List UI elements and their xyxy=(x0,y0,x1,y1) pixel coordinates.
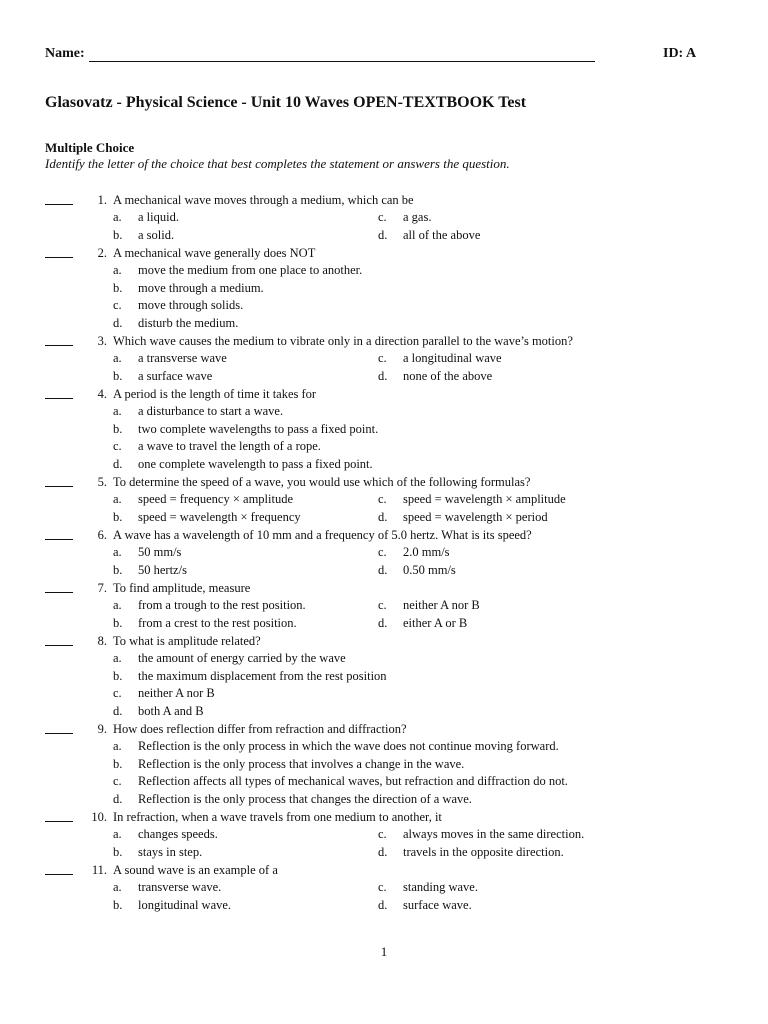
answer-option xyxy=(113,668,387,686)
question-text: To find amplitude, measure xyxy=(113,581,251,595)
question-item xyxy=(45,473,725,526)
option-letter: c. xyxy=(113,439,122,453)
option-letter: d. xyxy=(378,227,388,242)
answer-blank xyxy=(45,733,73,734)
option-row xyxy=(45,756,725,774)
option-letter: c. xyxy=(378,880,387,894)
option-letter: a. xyxy=(113,827,122,841)
question-line xyxy=(45,526,725,544)
option-text: a transverse wave xyxy=(138,351,227,365)
option-letter: b. xyxy=(113,280,123,295)
option-text: Reflection is the only process that changes the direction of a wave. xyxy=(138,791,472,806)
answer-blank xyxy=(45,257,73,258)
answer-blank xyxy=(45,539,73,540)
section-instructions: Identify the letter of the choice that best completes the statement or answers the question. xyxy=(45,156,510,171)
question-item xyxy=(45,191,725,244)
option-letter: a. xyxy=(113,739,122,753)
question-text: A mechanical wave moves through a medium, which can be xyxy=(113,193,414,207)
name-blank-line xyxy=(89,61,595,62)
option-letter: c. xyxy=(113,774,122,788)
question-list xyxy=(45,191,725,914)
question-text: A mechanical wave generally does NOT xyxy=(113,246,316,260)
option-row xyxy=(45,491,725,509)
option-letter: b. xyxy=(113,227,123,242)
option-letter: b. xyxy=(113,509,123,524)
answer-option xyxy=(378,509,548,527)
section-title: Multiple Choice xyxy=(45,140,135,155)
answer-option xyxy=(113,826,218,844)
question-text: How does reflection differ from refraction and diffraction? xyxy=(113,722,407,736)
question-line xyxy=(45,332,725,350)
answer-option xyxy=(113,456,373,474)
option-letter: a. xyxy=(113,263,122,277)
option-row xyxy=(45,315,725,333)
answer-option xyxy=(113,209,179,227)
question-line xyxy=(45,808,725,826)
option-letter: c. xyxy=(378,598,387,612)
question-number: 5. xyxy=(97,475,107,489)
answer-blank xyxy=(45,204,73,205)
page-title: Glasovatz - Physical Science - Unit 10 Waves OPEN-TEXTBOOK Test xyxy=(45,94,527,111)
answer-blank xyxy=(45,874,73,875)
question-item xyxy=(45,244,725,332)
option-letter: c. xyxy=(378,351,387,365)
option-letter: d. xyxy=(113,315,123,330)
option-text: 50 hertz/s xyxy=(138,562,187,577)
answer-option xyxy=(113,227,174,245)
question-item xyxy=(45,720,725,808)
option-letter: b. xyxy=(113,668,123,683)
header-row xyxy=(45,46,705,66)
option-letter: a. xyxy=(113,492,122,506)
option-letter: d. xyxy=(378,562,388,577)
question-text: In refraction, when a wave travels from one medium to another, it xyxy=(113,810,442,824)
question-line xyxy=(45,191,725,209)
option-text: transverse wave. xyxy=(138,880,222,894)
answer-option xyxy=(378,227,480,245)
option-text: 2.0 mm/s xyxy=(403,545,450,559)
option-row xyxy=(45,350,725,368)
answer-option xyxy=(113,738,559,756)
option-text: Reflection affects all types of mechanical waves, but refraction and diffraction do not. xyxy=(138,774,568,788)
option-letter: d. xyxy=(378,615,388,630)
option-letter: d. xyxy=(113,703,123,718)
answer-option xyxy=(113,421,378,439)
name-label: Name: xyxy=(45,46,85,61)
question-text: To determine the speed of a wave, you would use which of the following formulas? xyxy=(113,475,531,489)
question-line xyxy=(45,244,725,262)
answer-option xyxy=(378,368,492,386)
page-number: 1 xyxy=(380,944,388,959)
option-row xyxy=(45,562,725,580)
option-letter: c. xyxy=(378,210,387,224)
option-letter: d. xyxy=(378,368,388,383)
question-number: 1. xyxy=(97,193,107,207)
option-text: none of the above xyxy=(403,368,493,383)
question-item xyxy=(45,579,725,632)
answer-blank xyxy=(45,821,73,822)
answer-blank xyxy=(45,486,73,487)
answer-option xyxy=(113,262,362,280)
option-letter: c. xyxy=(378,827,387,841)
option-row xyxy=(45,897,725,915)
option-row xyxy=(45,703,725,721)
option-row xyxy=(45,227,725,245)
option-letter: a. xyxy=(113,880,122,894)
option-letter: d. xyxy=(113,456,123,471)
option-letter: a. xyxy=(113,598,122,612)
option-row xyxy=(45,773,725,791)
option-letter: a. xyxy=(113,210,122,224)
answer-option xyxy=(378,879,478,897)
answer-option xyxy=(378,350,502,368)
option-text: a surface wave xyxy=(138,368,213,383)
option-text: both A and B xyxy=(138,703,204,718)
answer-blank xyxy=(45,345,73,346)
answer-option xyxy=(113,509,301,527)
option-text: move through a medium. xyxy=(138,280,264,295)
option-row xyxy=(45,438,725,456)
question-item xyxy=(45,526,725,579)
option-text: 50 mm/s xyxy=(138,545,182,559)
option-letter: c. xyxy=(113,686,122,700)
answer-option xyxy=(378,562,456,580)
option-row xyxy=(45,403,725,421)
question-line xyxy=(45,720,725,738)
option-row xyxy=(45,738,725,756)
question-item xyxy=(45,385,725,473)
option-row xyxy=(45,421,725,439)
question-text: Which wave causes the medium to vibrate only in a direction parallel to the wave’s motion? xyxy=(113,334,573,348)
option-text: a longitudinal wave xyxy=(403,351,502,365)
question-number: 10. xyxy=(91,810,107,824)
option-letter: b. xyxy=(113,421,123,436)
option-letter: b. xyxy=(113,368,123,383)
answer-option xyxy=(113,703,204,721)
question-item xyxy=(45,808,725,861)
option-text: a disturbance to start a wave. xyxy=(138,404,284,418)
option-row xyxy=(45,509,725,527)
question-text: To what is amplitude related? xyxy=(113,634,261,648)
option-letter: a. xyxy=(113,404,122,418)
option-row xyxy=(45,456,725,474)
option-row xyxy=(45,844,725,862)
option-row xyxy=(45,791,725,809)
question-text: A period is the length of time it takes for xyxy=(113,387,317,401)
answer-option xyxy=(113,756,464,774)
option-row xyxy=(45,615,725,633)
option-text: standing wave. xyxy=(403,880,478,894)
option-text: speed = frequency × amplitude xyxy=(138,492,294,506)
option-text: longitudinal wave. xyxy=(138,897,232,912)
option-row xyxy=(45,280,725,298)
answer-option xyxy=(378,209,431,227)
option-row xyxy=(45,668,725,686)
option-text: a gas. xyxy=(403,210,432,224)
option-letter: b. xyxy=(113,562,123,577)
option-text: from a trough to the rest position. xyxy=(138,598,306,612)
option-text: Reflection is the only process that involves a change in the wave. xyxy=(138,756,465,771)
question-text: A wave has a wavelength of 10 mm and a frequency of 5.0 hertz. What is its speed? xyxy=(113,528,532,542)
answer-blank xyxy=(45,398,73,399)
question-number: 4. xyxy=(97,387,107,401)
option-text: neither A nor B xyxy=(138,686,215,700)
answer-option xyxy=(378,615,467,633)
option-text: always moves in the same direction. xyxy=(403,827,585,841)
question-number: 7. xyxy=(97,581,107,595)
option-row xyxy=(45,826,725,844)
option-text: the maximum displacement from the rest position xyxy=(138,668,387,683)
option-row xyxy=(45,650,725,668)
question-line xyxy=(45,473,725,491)
question-item xyxy=(45,332,725,385)
option-letter: d. xyxy=(378,844,388,859)
option-text: all of the above xyxy=(403,227,481,242)
answer-option xyxy=(378,897,472,915)
option-text: two complete wavelengths to pass a fixed point. xyxy=(138,421,379,436)
answer-option xyxy=(113,491,293,509)
answer-option xyxy=(378,491,566,509)
question-item xyxy=(45,861,725,914)
option-text: a liquid. xyxy=(138,210,179,224)
answer-blank xyxy=(45,645,73,646)
option-text: disturb the medium. xyxy=(138,315,239,330)
answer-option xyxy=(113,615,297,633)
answer-option xyxy=(113,368,212,386)
option-text: changes speeds. xyxy=(138,827,218,841)
option-row xyxy=(45,685,725,703)
answer-option xyxy=(113,315,238,333)
answer-option xyxy=(113,403,283,421)
option-row xyxy=(45,209,725,227)
option-letter: a. xyxy=(113,545,122,559)
option-letter: d. xyxy=(378,509,388,524)
option-text: surface wave. xyxy=(403,897,472,912)
question-line xyxy=(45,579,725,597)
option-text: either A or B xyxy=(403,615,468,630)
option-letter: a. xyxy=(113,351,122,365)
answer-option xyxy=(113,650,346,668)
answer-option xyxy=(378,844,564,862)
answer-option xyxy=(378,597,480,615)
option-letter: c. xyxy=(113,298,122,312)
answer-option xyxy=(113,544,181,562)
question-line xyxy=(45,861,725,879)
answer-option xyxy=(113,597,306,615)
question-number: 3. xyxy=(97,334,107,348)
option-text: speed = wavelength × period xyxy=(403,509,548,524)
question-text: A sound wave is an example of a xyxy=(113,863,278,877)
option-letter: b. xyxy=(113,897,123,912)
question-line xyxy=(45,632,725,650)
option-text: speed = wavelength × amplitude xyxy=(403,492,566,506)
question-number: 11. xyxy=(91,863,107,877)
question-number: 8. xyxy=(97,634,107,648)
id-label: ID: A xyxy=(663,46,697,61)
option-letter: c. xyxy=(378,492,387,506)
option-text: a wave to travel the length of a rope. xyxy=(138,439,321,453)
answer-option xyxy=(113,438,321,456)
option-text: travels in the opposite direction. xyxy=(403,844,564,859)
answer-option xyxy=(113,685,215,703)
option-letter: c. xyxy=(378,545,387,559)
option-text: 0.50 mm/s xyxy=(403,562,456,577)
answer-option xyxy=(113,350,227,368)
option-letter: d. xyxy=(113,791,123,806)
answer-option xyxy=(113,773,568,791)
answer-option xyxy=(113,844,202,862)
option-text: from a crest to the rest position. xyxy=(138,615,297,630)
option-text: neither A nor B xyxy=(403,598,480,612)
question-number: 9. xyxy=(97,722,107,736)
option-row xyxy=(45,879,725,897)
question-item xyxy=(45,632,725,720)
option-text: stays in step. xyxy=(138,844,203,859)
option-text: move through solids. xyxy=(138,298,244,312)
answer-blank xyxy=(45,592,73,593)
answer-option xyxy=(113,791,472,809)
question-number: 6. xyxy=(97,528,107,542)
option-letter: b. xyxy=(113,615,123,630)
option-text: move the medium from one place to another. xyxy=(138,263,363,277)
option-row xyxy=(45,597,725,615)
answer-option xyxy=(113,280,264,298)
option-row xyxy=(45,297,725,315)
option-text: one complete wavelength to pass a fixed point. xyxy=(138,456,373,471)
question-number: 2. xyxy=(97,246,107,260)
option-letter: d. xyxy=(378,897,388,912)
answer-option xyxy=(113,297,243,315)
answer-option xyxy=(378,826,584,844)
option-text: Reflection is the only process in which the wave does not continue moving forward. xyxy=(138,739,559,753)
option-text: the amount of energy carried by the wave xyxy=(138,651,346,665)
option-letter: a. xyxy=(113,651,122,665)
option-letter: b. xyxy=(113,756,123,771)
question-line xyxy=(45,385,725,403)
option-row xyxy=(45,368,725,386)
option-row xyxy=(45,544,725,562)
option-row xyxy=(45,262,725,280)
answer-option xyxy=(113,562,187,580)
answer-option xyxy=(113,879,221,897)
answer-option xyxy=(378,544,450,562)
option-text: a solid. xyxy=(138,227,175,242)
answer-option xyxy=(113,897,231,915)
option-text: speed = wavelength × frequency xyxy=(138,509,301,524)
option-letter: b. xyxy=(113,844,123,859)
